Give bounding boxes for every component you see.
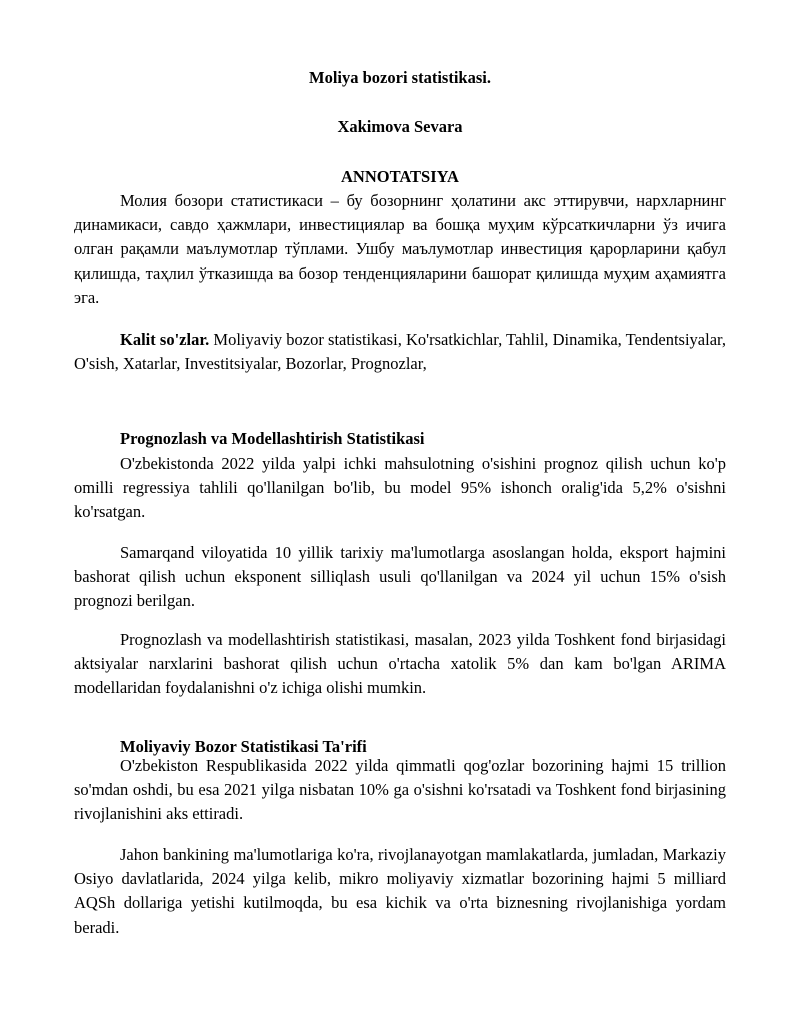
paragraph: O'zbekistonda 2022 yilda yalpi ichki mahsulotning o'sishini prognoz qilish uchun ko'p omilli regressiya tahlili qo'llanilgan bo'lib, bu model 95% ishonch oralig'ida 5,2% o'sishni ko'rsatgan. [74,454,726,522]
keywords-paragraph [74,328,726,376]
section1-para-1 [74,452,726,525]
paragraph: Prognozlash va modellashtirish statistikasi, masalan, 2023 yilda Toshkent fond birjasidagi aktsiyalar narxlarini bashorat qilish uchun o'rtacha xatolik 5% dan kam bo'lgan ARIMA modellaridan foydalanishni o'z ichiga olishi mumkin. [74,630,726,698]
keywords-text: Moliyaviy bozor statistikasi, Ko'rsatkichlar, Tahlil, Dinamika, Tendentsiyalar, O'sish, Xatarlar, Investitsiyalar, Bozorlar, Prognozlar, [74,330,726,374]
paragraph: Samarqand viloyatida 10 yillik tarixiy ma'lumotlarga asoslangan holda, eksport hajmini bashorat qilish uchun eksponent silliqlash usuli qo'llanilgan va 2024 yil uchun 15% o'sish prognozi berilgan. [74,543,726,611]
author-name: Xakimova Sevara [337,117,463,136]
annotation-heading: ANNOTATSIYA [341,167,459,186]
section1-para-3 [74,628,726,701]
section-heading-forecasting: Prognozlash va Modellashtirish Statistikasi [120,429,425,448]
paragraph: Jahon bankining ma'lumotlariga ko'ra, rivojlanayotgan mamlakatlarda, jumladan, Markaziy Osiyo davlatlarida, 2024 yilga kelib, mikro moliyaviy xizmatlar bozorining hajmi 5 milliard AQSh dollariga yetishi kutilmoqda, bu esa kichik va o'rta biznesning rivojlanishiga yordam beradi. [74,845,726,937]
section2-para-2 [74,843,726,940]
annotation-paragraph: Молия бозори статистикаси – бу бозорнинг ҳолатини акс эттирувчи, нархларнинг динамикаси, савдо ҳажмлари, инвестициялар ва бошқа муҳим кўрсаткичларни ўз ичига олган рақамли маълумотлар тўплами. Ушбу маълумотлар инвестиция қарорларини қабул қилишда, таҳлил ўтказишда ва бозор тенденцияларини башорат қилишда муҳим аҳамиятга эга. [74,191,726,307]
paragraph: O'zbekiston Respublikasida 2022 yilda qimmatli qog'ozlar bozorining hajmi 15 trillion so'mdan oshdi, bu esa 2021 yilga nisbatan 10% ga o'sishni ko'rsatadi va Toshkent fond birjasining rivojlanishini aks ettiradi. [74,756,726,824]
document-title: Moliya bozori statistikasi. [309,68,491,87]
section-heading-definition: Moliyaviy Bozor Statistikasi Ta'rifi [120,737,367,756]
annotation-block [74,189,726,310]
section2-para-1 [74,754,726,827]
keywords-label: Kalit so'zlar. [120,330,210,349]
keywords-block [74,328,726,376]
section1-para-2 [74,541,726,614]
